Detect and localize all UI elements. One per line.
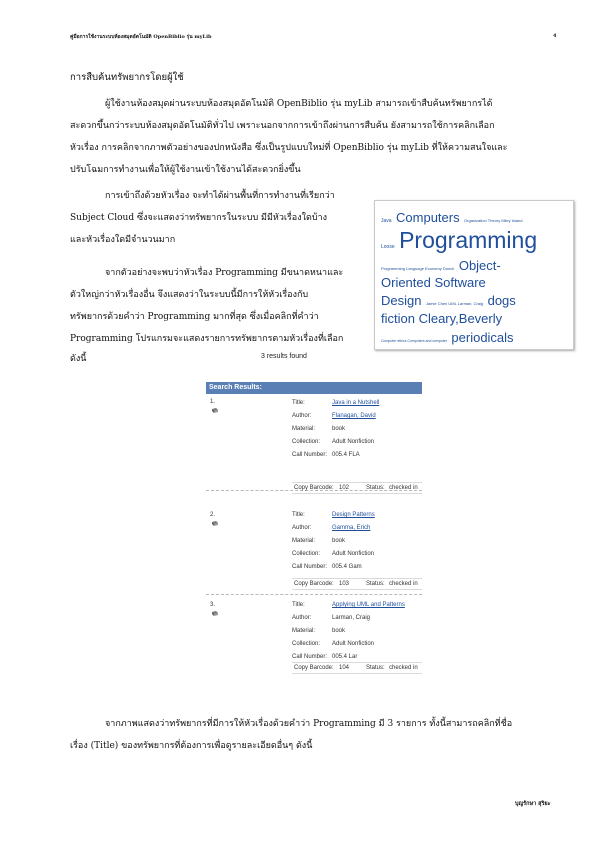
record-title-link[interactable]: Design Patterns	[332, 512, 375, 518]
para1-line3: หัวเรื่อง การคลิกจากภาพตัวอย่างของปกหนังสือ ซึ่งเป็นรูปแบบใหม่ที่ OpenBiblio รุ่น myLib ที่ให้ความสนใจและ	[70, 143, 508, 153]
record-collection: Adult Nonfiction	[332, 439, 375, 445]
tag-dogs[interactable]: dogs	[487, 293, 516, 308]
para1-line1: ผู้ใช้งานห้องสมุดผ่านระบบห้องสมุดอัตโนมัติ OpenBiblio รุ่น myLib สามารถเข้าสืบค้นทรัพยากรได้	[105, 99, 493, 109]
copy-row	[292, 482, 422, 494]
title-label: Title:	[292, 602, 305, 608]
page-number: 4	[553, 33, 557, 39]
tag-programming-language[interactable]: Programming Language Economy Dunch	[381, 266, 455, 271]
tag-oriented-software[interactable]: Oriented Software	[381, 275, 486, 290]
tag-uml-larman[interactable]: Jamie Chen UML Larman, Craig	[425, 301, 484, 306]
section-heading: การสืบค้นทรัพยากรโดยผู้ใช้	[70, 72, 184, 83]
call-number-label: Call Number:	[292, 452, 328, 458]
copy-barcode-value: 104	[339, 665, 350, 671]
record-title-link[interactable]: Applying UML and Patterns	[332, 602, 405, 608]
book-icon	[211, 610, 219, 618]
author-label: Author:	[292, 525, 312, 531]
record-title-link[interactable]: Java in a Nutshell	[332, 400, 380, 406]
search-results	[206, 382, 422, 678]
para4-line1: จากภาพแสดงว่าทรัพยากรที่มีการให้หัวเรื่องด้วยคำว่า Programming มี 3 รายการ ทั้งนี้สามารถคลิกที่ชื่อ	[105, 719, 513, 729]
running-header: คู่มือการใช้งานระบบห้องสมุดอัตโนมัติ OpenBiblio รุ่น myLib	[70, 34, 212, 40]
record-number: 3.	[210, 602, 216, 608]
collection-label: Collection:	[292, 641, 321, 647]
copy-barcode-value: 102	[339, 485, 350, 491]
para3-line2: ตัวใหญ่กว่าหัวเรื่องอื่น จึงแสดงว่าในระบบนี้มีการให้หัวเรื่องกับ	[70, 290, 309, 300]
tag-computer-ethics[interactable]: Computer ethics Computers and computer	[381, 339, 447, 343]
record-call-number: 005.4 Gam	[332, 564, 362, 570]
book-icon	[211, 520, 219, 528]
footer-author: บุญรักษา สุริยะ	[515, 801, 551, 807]
call-number-label: Call Number:	[292, 654, 328, 660]
para4-line2: เรื่อง (Title) ของทรัพยากรที่ต้องการเพื่อดูรายละเอียดอื่นๆ ดังนี้	[70, 741, 313, 751]
tag-fiction-cleary[interactable]: fiction Cleary,Beverly	[381, 311, 503, 326]
tag-object[interactable]: Object-	[458, 258, 501, 273]
copy-barcode-label: Copy Barcode:	[294, 581, 334, 587]
record-number: 1.	[210, 399, 216, 405]
record-collection: Adult Nonfiction	[332, 551, 375, 557]
para1-line4: ปรับโฉมการทำงานเพื่อให้ผู้ใช้งานเข้าใช้งานได้สะดวกยิ่งขึ้น	[70, 165, 301, 175]
record-author[interactable]: Larman, Craig	[332, 615, 371, 621]
copy-barcode-label: Copy Barcode:	[294, 485, 334, 491]
para2-line2: Subject Cloud ซึ่งจะแสดงว่าทรัพยากรในระบบ มีมีหัวเรื่องใดบ้าง	[70, 213, 327, 223]
record-material: book	[332, 426, 346, 432]
status-label: Status:	[366, 581, 385, 587]
collection-label: Collection:	[292, 439, 321, 445]
tag-java[interactable]: Java	[381, 218, 392, 224]
record-number: 2.	[210, 512, 216, 518]
copy-row	[292, 662, 422, 674]
status-value: checked in	[389, 581, 418, 587]
tag-computers[interactable]: Computers	[396, 210, 460, 225]
material-label: Material:	[292, 628, 316, 634]
results-count: 3 results found	[261, 353, 307, 360]
para3-line1: จากตัวอย่างจะพบว่าหัวเรื่อง Programming มีขนาดหนาและ	[105, 268, 344, 278]
collection-label: Collection:	[292, 551, 321, 557]
record-author-link[interactable]: Gamma, Erich	[332, 525, 371, 531]
author-label: Author:	[292, 615, 312, 621]
para1-line2: สะดวกขึ้นกว่าระบบห้องสมุดอัตโนมัติทั่วไป เพราะนอกจากการเข้าถึงผ่านการสืบค้น ยังสามารถใช้การคลิกเลือก	[70, 121, 495, 131]
tag-design[interactable]: Design	[381, 293, 422, 308]
record-divider	[206, 594, 422, 595]
tag-periodicals[interactable]: periodicals	[451, 330, 514, 345]
status-label: Status:	[366, 665, 385, 671]
record-collection: Adult Nonfiction	[332, 641, 375, 647]
copy-barcode-label: Copy Barcode:	[294, 665, 334, 671]
result-record	[206, 395, 422, 489]
para3-line5: ดังนี้	[70, 354, 87, 364]
para3-line3: ทรัพยากรด้วยคำว่า Programming มากที่สุด ซึ่งเมื่อคลิกที่คำว่า	[70, 312, 319, 322]
para3-line4: Programming โปรแกรมจะแสดงรายการทรัพยากรตามหัวเรื่องที่เลือก	[70, 334, 344, 344]
record-material: book	[332, 628, 346, 634]
status-value: checked in	[389, 665, 418, 671]
copy-barcode-value: 103	[339, 581, 350, 587]
title-label: Title:	[292, 400, 305, 406]
copy-row	[292, 578, 422, 590]
status-value: checked in	[389, 485, 418, 491]
material-label: Material:	[292, 538, 316, 544]
para2-line3: และหัวเรื่องใดมีจำนวนมาก	[70, 235, 176, 245]
results-header: Search Results:	[206, 382, 422, 394]
author-label: Author:	[292, 413, 312, 419]
record-call-number: 005.4 Lar	[332, 654, 358, 660]
record-author-link[interactable]: Flanagan, David	[332, 413, 376, 419]
tag-loose[interactable]: Loose	[381, 244, 395, 250]
record-material: book	[332, 538, 346, 544]
tag-misc-1[interactable]: Organization Theory Miley Island	[464, 218, 523, 223]
status-label: Status:	[366, 485, 385, 491]
tag-programming[interactable]: Programming	[399, 227, 538, 253]
material-label: Material:	[292, 426, 316, 432]
record-call-number: 005.4 FLA	[332, 452, 360, 458]
para2-line1: การเข้าถึงด้วยหัวเรื่อง จะทำได้ผ่านพื้นที่การทำงานที่เรียกว่า	[105, 191, 335, 201]
book-icon	[211, 407, 219, 415]
result-record	[206, 598, 422, 692]
title-label: Title:	[292, 512, 305, 518]
subject-cloud	[374, 200, 574, 350]
call-number-label: Call Number:	[292, 564, 328, 570]
